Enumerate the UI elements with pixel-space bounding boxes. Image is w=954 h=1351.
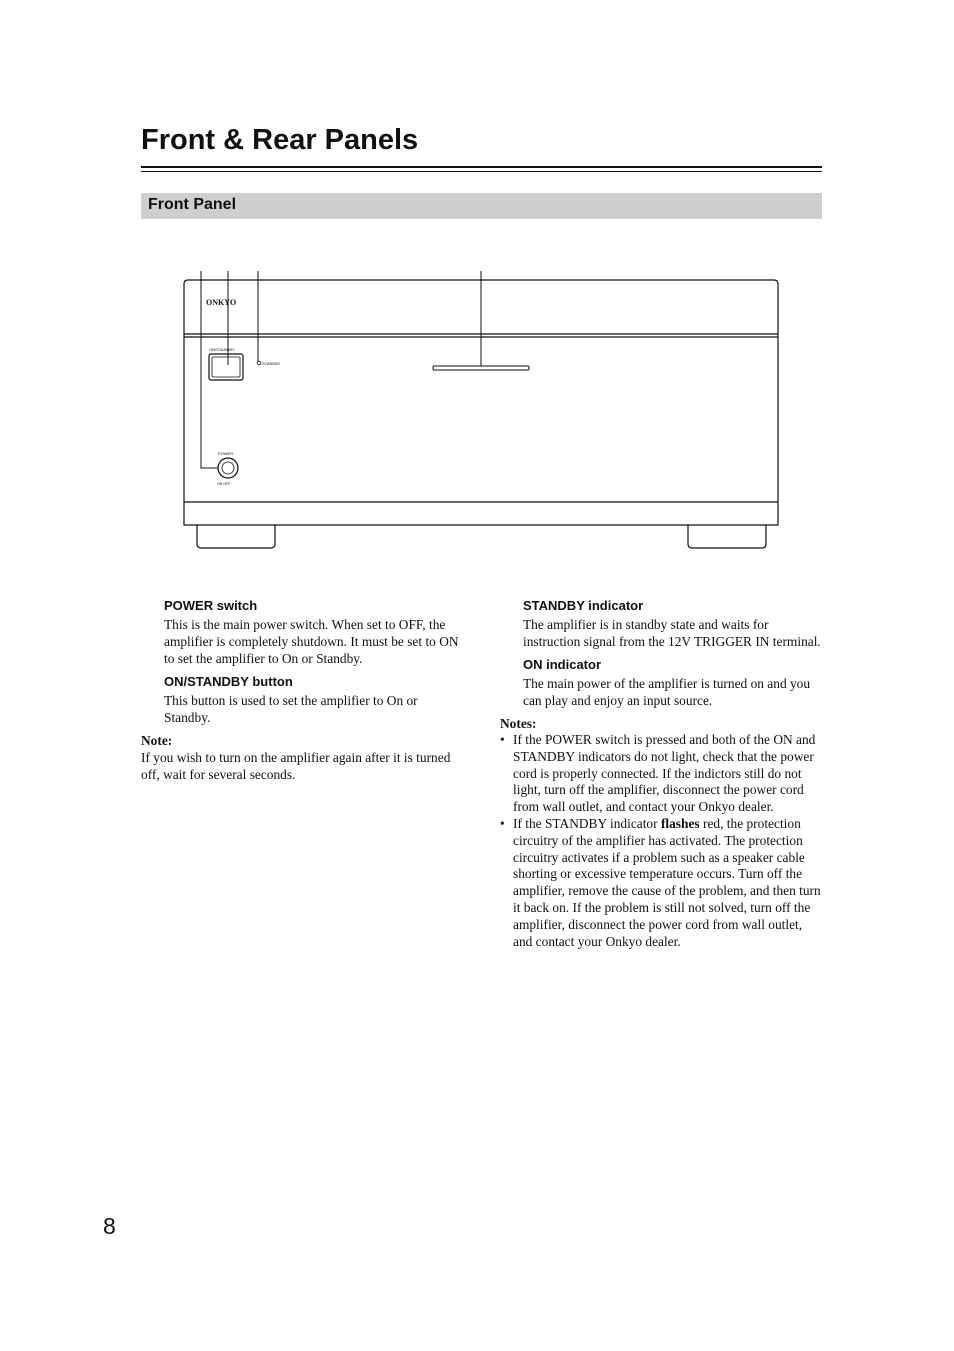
page-number: 8 <box>103 1213 116 1239</box>
brand-logo: ONKYO <box>206 298 237 307</box>
standby-label: STANDBY <box>262 361 281 366</box>
note-text: If you wish to turn on the amplifier again after it is turned off, wait for several seconds. <box>141 750 451 782</box>
bullet: • <box>500 732 505 747</box>
left-column <box>141 597 463 783</box>
right-foot <box>688 525 766 548</box>
standby-indicator-shape <box>257 361 261 365</box>
section-title: Front Panel <box>148 196 237 213</box>
note-1-text: If the POWER switch is pressed and both of the ON and STANDBY indicators do not light, check that the power cord is properly connected. If the indictors still do not light, turn off the amplifier, disconnect the power cord from wall outlet, and contact your Onkyo dealer. <box>513 732 816 815</box>
item-text-on-indicator: The main power of the amplifier is turned on and you can play and enjoy an input source. <box>523 676 811 708</box>
note-2-text-after: red, the protection circuitry of the amplifier has activated. The protection circuitry activates if a problem such as a speaker cable shorting or excessive temperature occurs. Turn off the amplifier, remove the cause of the problem, and then turn it back on. If the problem is still not solved, turn off the amplifier, disconnect the power cord from wall outlet, and contact your Onkyo dealer. <box>513 815 821 949</box>
item-text-on-standby: This button is used to set the amplifier to On or Standby. <box>164 693 418 725</box>
power-label: POWER <box>218 451 234 456</box>
item-heading-on-indicator: ON indicator <box>523 657 602 672</box>
power-states-label: ON OFF <box>217 482 231 486</box>
note-2-emphasis: flashes <box>660 815 700 831</box>
item-heading-power-switch: POWER switch <box>164 598 258 613</box>
item-text-standby-indicator: The amplifier is in standby state and waits for instruction signal from the 12V TRIGGER IN terminal. <box>523 617 821 649</box>
notes-heading: Notes: <box>500 716 537 731</box>
notes-list <box>500 732 822 950</box>
right-column <box>500 597 822 950</box>
bullet: • <box>500 815 505 831</box>
power-knob-inner <box>222 462 234 474</box>
item-text-power-switch: This is the main power switch. When set to OFF, the amplifier is completely shutdown. It must be set to ON to set the amplifier to On or Standby. <box>164 617 459 666</box>
left-foot <box>197 525 275 548</box>
on-standby-button-shape <box>209 354 243 380</box>
page-title: Front & Rear Panels <box>141 124 419 156</box>
title-rule <box>141 166 822 168</box>
list-item <box>500 816 822 950</box>
section-bar <box>141 193 822 219</box>
item-heading-on-standby: ON/STANDBY button <box>164 674 293 689</box>
power-knob-outer <box>218 458 238 478</box>
item-heading-standby-indicator: STANDBY indicator <box>523 598 644 613</box>
front-panel-diagram <box>170 262 790 562</box>
list-item <box>500 732 822 816</box>
note-2-text-before: If the STANDBY indicator <box>513 815 661 831</box>
note-heading: Note: <box>141 733 173 748</box>
display-slot <box>433 366 529 370</box>
title-rule-thin <box>141 171 822 172</box>
on-standby-label: ON/STANDBY <box>209 347 235 352</box>
